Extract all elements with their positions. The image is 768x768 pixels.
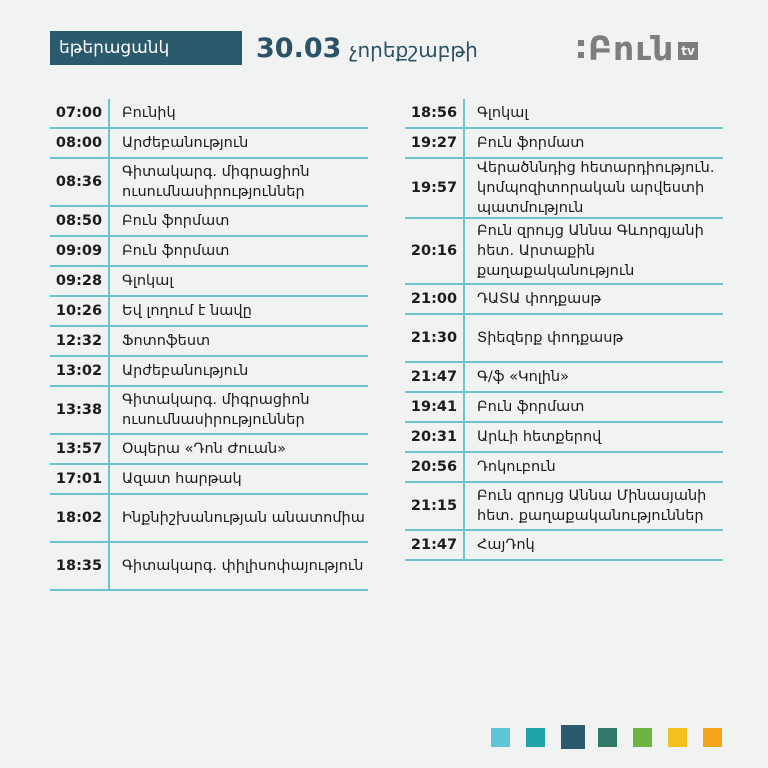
color-square [561, 725, 585, 749]
schedule-title: Դոկուբուն [477, 459, 556, 475]
color-squares [491, 728, 738, 749]
color-square [526, 728, 545, 747]
schedule-time: 19:57 [410, 180, 458, 196]
date: 30.03 [256, 32, 342, 64]
schedule-title: Ֆոտոֆեստ [122, 333, 211, 349]
schedule-time: 13:57 [55, 441, 103, 457]
schedule-row [50, 465, 368, 495]
schedule-time: 08:36 [55, 174, 103, 190]
schedule-left-column [50, 99, 368, 591]
schedule-time: 18:02 [55, 510, 103, 526]
header [50, 31, 478, 65]
color-square [633, 728, 652, 747]
color-square [491, 728, 510, 747]
schedule-row [405, 363, 723, 393]
schedule-title: Բուն ֆորմատ [122, 243, 230, 259]
schedule-title: Օպերա «Դոն Ժուան» [122, 441, 287, 457]
logo-text: Բուն [588, 29, 675, 68]
schedule-row [405, 453, 723, 483]
schedule-row [405, 483, 723, 531]
schedule-time: 20:16 [410, 243, 458, 259]
schedule-time: 21:47 [410, 369, 458, 385]
schedule-row [50, 387, 368, 435]
schedule-title: Արժեբանություն [122, 363, 249, 379]
schedule-row [405, 423, 723, 453]
schedule-title: Գիտակարգ. միգրացիոն ուսումնասիրություններ [122, 164, 310, 200]
schedule-title: Տիեզերք փոդքասթ [477, 330, 624, 346]
schedule-time: 21:15 [410, 498, 458, 514]
schedule-row [50, 207, 368, 237]
weekday: չորեքշաբթի [349, 38, 478, 62]
schedule-time: 09:28 [55, 273, 103, 289]
schedule-row [405, 531, 723, 561]
schedule-row [50, 495, 368, 543]
schedule-title: Արժեբանություն [122, 135, 249, 151]
schedule-row [405, 99, 723, 129]
schedule-title: Բուն զրույց Աննա Գևորգյանի հետ. Արտաքին քաղաքականություն [477, 223, 704, 279]
logo-colon-icon [578, 40, 584, 58]
schedule-time: 13:38 [55, 402, 103, 418]
schedule-title: Գիտակարգ. միգրացիոն ուսումնասիրություններ [122, 392, 310, 428]
schedule-row [50, 435, 368, 465]
schedule-time: 20:31 [410, 429, 458, 445]
schedule-title: Ազատ հարթակ [122, 471, 242, 487]
schedule-row [405, 159, 723, 219]
schedule-time: 18:56 [410, 105, 458, 121]
schedule-time: 08:50 [55, 213, 103, 229]
schedule-row [405, 129, 723, 159]
schedule-time: 19:27 [410, 135, 458, 151]
schedule-row [405, 219, 723, 285]
schedule-time: 21:00 [410, 291, 458, 307]
schedule-right-column [405, 99, 723, 561]
schedule-row [405, 393, 723, 423]
schedule-title: Ինքնիշխանության անատոմիա [122, 510, 365, 526]
schedule-time: 08:00 [55, 135, 103, 151]
color-square [668, 728, 687, 747]
schedule-title: Բուն զրույց Աննա Մինասյանի հետ. քաղաքականություններ [477, 488, 707, 524]
schedule-row [50, 543, 368, 591]
schedule-title: Բուն ֆորմատ [122, 213, 230, 229]
color-square [703, 728, 722, 747]
schedule-title: Գլոկալ [477, 105, 529, 121]
schedule-time: 09:09 [55, 243, 103, 259]
logo [578, 29, 698, 68]
schedule-row [50, 357, 368, 387]
schedule-time: 12:32 [55, 333, 103, 349]
schedule-row [405, 285, 723, 315]
schedule-row [50, 267, 368, 297]
schedule-title: Վերածննդից հետարդիություն. կոմպոզիտորական արվեստի պատմություն [477, 160, 715, 216]
schedule-time: 17:01 [55, 471, 103, 487]
schedule-title: Բուն ֆորմատ [477, 399, 585, 415]
schedule-title: Բունիկ [122, 105, 176, 121]
schedule-title: Եվ լողում է նավը [122, 303, 252, 319]
schedule-title: ՀայԴոկ [477, 537, 535, 553]
schedule-title: Գ/ֆ «Կոլին» [477, 369, 569, 385]
schedule-time: 07:00 [55, 105, 103, 121]
schedule-time: 10:26 [55, 303, 103, 319]
color-square [598, 728, 617, 747]
schedule-title: Գլոկալ [122, 273, 174, 289]
schedule-row [50, 99, 368, 129]
schedule-time: 18:35 [55, 558, 103, 574]
schedule-title: Արևի հետքերով [477, 429, 602, 445]
schedule-time: 21:30 [410, 330, 458, 346]
schedule-row [50, 129, 368, 159]
schedule-row [50, 159, 368, 207]
schedule-title: Բուն ֆորմատ [477, 135, 585, 151]
schedule-row [50, 327, 368, 357]
schedule-row [50, 297, 368, 327]
schedule-row [405, 315, 723, 363]
schedule-time: 13:02 [55, 363, 103, 379]
day-label: եթերացանկ [50, 31, 242, 65]
schedule-title: ԴԱՏԱ փոդքասթ [477, 291, 602, 307]
schedule-row [50, 237, 368, 267]
schedule-time: 21:47 [410, 537, 458, 553]
schedule-time: 19:41 [410, 399, 458, 415]
logo-tv-badge: tv [678, 42, 698, 60]
schedule-time: 20:56 [410, 459, 458, 475]
schedule-title: Գիտակարգ. փիլիսոփայություն [122, 558, 364, 574]
